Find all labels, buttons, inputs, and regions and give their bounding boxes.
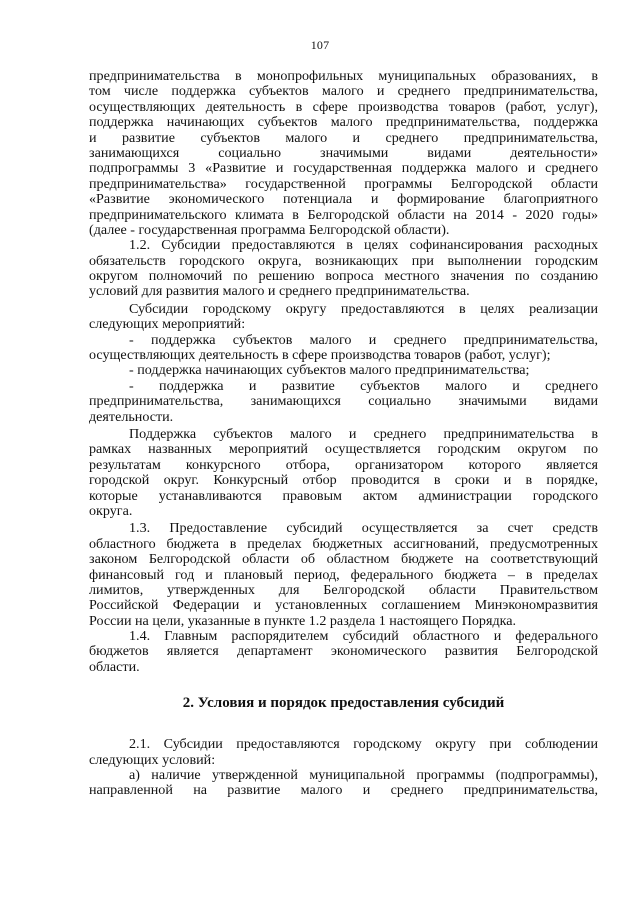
page-number: 107 <box>310 38 330 52</box>
text-line: - поддержка субъектов малого и среднего предпринимательства, <box>129 331 598 348</box>
text-line: Поддержка субъектов малого и среднего предпринимательства в <box>129 425 598 442</box>
paragraph-1-3 <box>89 521 598 629</box>
text-line: финансовый год и плановый период, федерального бюджета – в пределах <box>89 566 598 583</box>
document-body <box>89 69 598 799</box>
list-item-support-startups <box>89 363 598 378</box>
text-line: а) наличие утвержденной муниципальной программы (подпрограммы), <box>129 767 598 784</box>
text-line: бюджетов является департамент экономического развития Белгородской <box>89 643 598 660</box>
text-line: законом Белгородской области об областном бюджете на соответствующий <box>89 551 598 568</box>
text-line: (далее - государственная программа Белгородской области). <box>89 221 450 238</box>
text-line: 1.4. Главным распорядителем субсидий областного и федерального <box>129 628 598 645</box>
text-line: подпрограммы 3 «Развитие и государственная поддержка малого и среднего <box>89 160 598 177</box>
text-line: 1.2. Субсидии предоставляются в целях софинансирования расходных <box>129 237 598 254</box>
text-line: осуществляющих деятельность в сфере производства товаров (работ, услуг), <box>89 98 598 115</box>
text-line: и развитие субъектов малого и среднего предпринимательства, <box>89 129 598 146</box>
text-line: направленной на развитие малого и среднего предпринимательства, <box>89 782 598 799</box>
text-line: рамках названных мероприятий осуществляется городским округом по <box>89 441 598 458</box>
list-item-support-social <box>89 379 598 425</box>
text-line: Российской Федерации и установленных соглашением Минэкономразвития <box>89 597 598 614</box>
paragraph-competitive-selection <box>89 427 598 519</box>
text-line: «Развитие экономического потенциала и формирование благоприятного <box>89 191 598 208</box>
text-line: - поддержка и развитие субъектов малого и среднего <box>129 377 598 394</box>
text-line: предпринимательства» государственной программы Белгородской области <box>89 175 598 192</box>
text-line: округом полномочий по решению вопроса местного значения по созданию <box>89 268 598 285</box>
text-line: обязательств городского округа, возникающих при выполнении городским <box>89 252 598 269</box>
text-line: округа. <box>89 502 133 519</box>
text-line: областного бюджета в пределах бюджетных ассигнований, предусмотренных <box>89 535 598 552</box>
text-line: городской округ. Конкурсный отбор проводится в сроки и в порядке, <box>89 472 598 489</box>
text-line: России на цели, указанные в пункте 1.2 раздела 1 настоящего Порядка. <box>89 612 517 629</box>
text-line: деятельности. <box>89 408 174 425</box>
text-line: следующих мероприятий: <box>89 316 246 333</box>
text-line: занимающихся социально значимыми видами деятельности» <box>89 144 598 161</box>
text-line: - поддержка начинающих субъектов малого предпринимательства; <box>129 362 530 379</box>
paragraph-1-2 <box>89 238 598 300</box>
text-line: лимитов, утвержденных для Белгородской области Правительством <box>89 581 598 598</box>
text-line: области. <box>89 658 140 675</box>
text-line: условий для развития малого и среднего предпринимательства. <box>89 283 470 300</box>
text-line: результатам конкурсного отбора, организатором которого является <box>89 456 598 473</box>
text-line: предпринимательского климата в Белгородской области на 2014 - 2020 годы» <box>89 206 598 223</box>
text-line: том числе поддержка субъектов малого и среднего предпринимательства, <box>89 83 598 100</box>
paragraph-1-4 <box>89 629 598 675</box>
text-line: осуществляющих деятельность в сфере производства товаров (работ, услуг); <box>89 347 551 364</box>
text-line: следующих условий: <box>89 751 216 768</box>
text-line: поддержка начинающих субъектов малого предпринимательства, поддержка <box>89 114 598 131</box>
paragraph-continuation <box>89 69 598 238</box>
text-line: 1.3. Предоставление субсидий осуществляется за счет средств <box>129 520 598 537</box>
text-line: предпринимательства, занимающихся социально значимыми видами <box>89 393 598 410</box>
list-item-condition-a <box>89 768 598 799</box>
text-line: предпринимательства в монопрофильных муниципальных образованиях, в <box>89 68 598 84</box>
list-item-support-production <box>89 333 598 364</box>
text-line: 2.1. Субсидии предоставляются городскому округу при соблюдении <box>129 736 598 753</box>
text-line: Субсидии городскому округу предоставляются в целях реализации <box>129 300 598 317</box>
paragraph-subsidy-purposes <box>89 302 598 333</box>
paragraph-2-1 <box>89 737 598 768</box>
text-line: которые устанавливаются правовым актом администрации городского <box>89 487 598 504</box>
section-heading: 2. Условия и порядок предоставления субсидий <box>182 695 505 712</box>
